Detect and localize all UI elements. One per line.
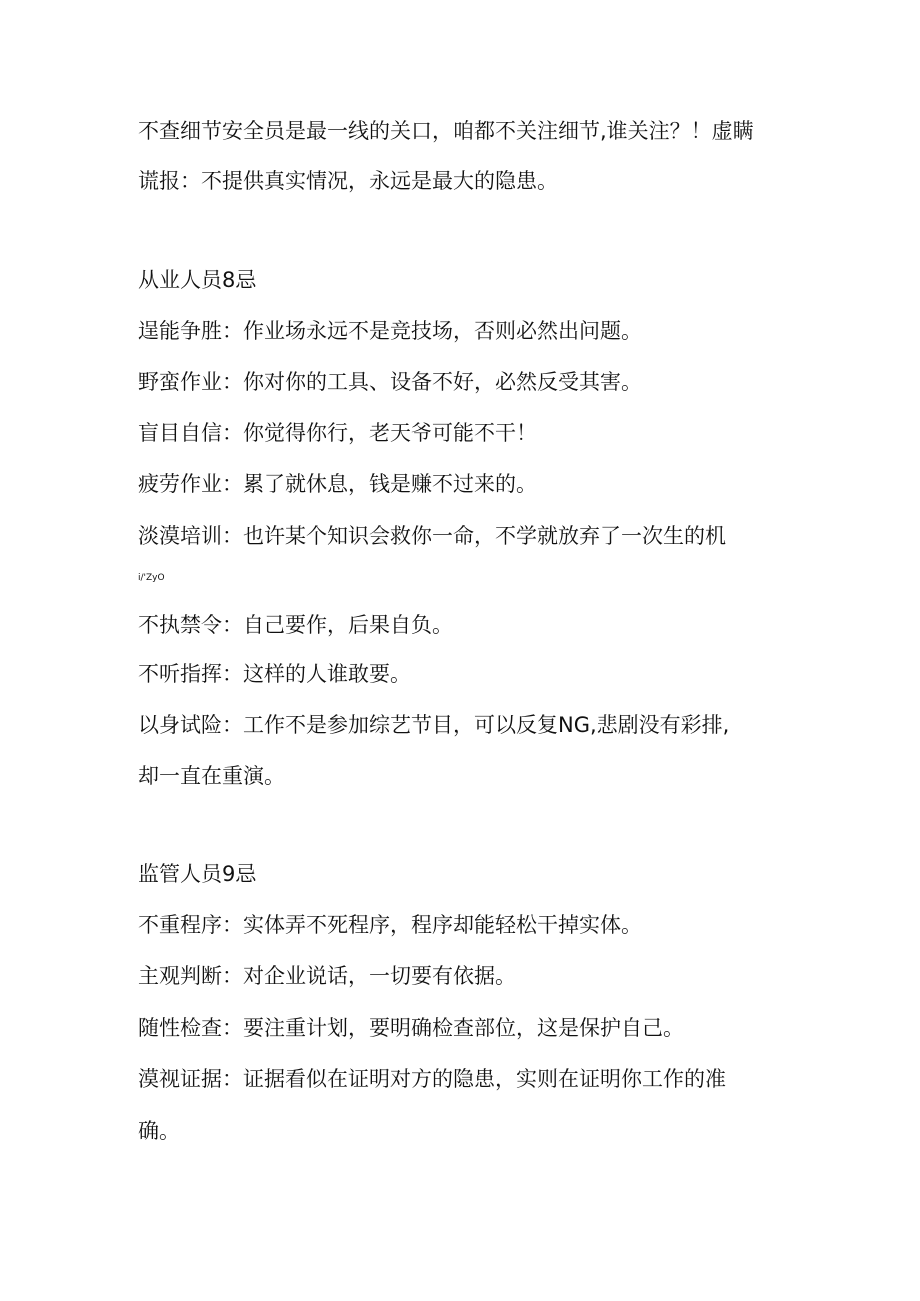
workers-item-3: 盲目自信：你觉得你行，老天爷可能不干！: [138, 421, 537, 445]
workers-item-8: 以身试险：工作不是参加综艺节目，可以反复NG,悲剧没有彩排,: [138, 713, 730, 737]
section-heading-workers: 从业人员8忌: [138, 268, 257, 292]
workers-item-7: 不听指挥：这样的人谁敢要。: [138, 662, 411, 686]
workers-item-5: 淡漠培训：也许某个知识会救你一命，不学就放弃了一次生的机: [138, 524, 726, 548]
workers-item-2: 野蛮作业：你对你的工具、设备不好，必然反受其害。: [138, 370, 642, 394]
intro-line-1: 不查细节安全员是最一线的关口，咱都不关注细节,谁关注？！虚瞒: [138, 119, 754, 143]
supervisors-item-1: 不重程序：实体弄不死程序，程序却能轻松干掉实体。: [138, 913, 642, 937]
workers-item-8-continuation: 却一直在重演。: [138, 764, 285, 788]
supervisors-item-4-continuation: 确。: [138, 1119, 180, 1143]
workers-item-5-garbled-continuation: i/'ZyO: [138, 573, 165, 583]
workers-item-4: 疲劳作业：累了就休息，钱是赚不过来的。: [138, 472, 537, 496]
workers-item-6: 不执禁令：自己要作，后果自负。: [138, 613, 453, 637]
section-heading-supervisors: 监管人员9忌: [138, 862, 257, 886]
workers-item-1: 逞能争胜：作业场永远不是竞技场，否则必然出问题。: [138, 319, 642, 343]
supervisors-item-2: 主观判断：对企业说话，一切要有依据。: [138, 964, 516, 988]
supervisors-item-4: 漠视证据：证据看似在证明对方的隐患，实则在证明你工作的准: [138, 1067, 726, 1091]
supervisors-item-3: 随性检查：要注重计划，要明确检查部位，这是保护自己。: [138, 1016, 684, 1040]
intro-line-2: 谎报：不提供真实情况，永远是最大的隐患。: [138, 169, 558, 193]
